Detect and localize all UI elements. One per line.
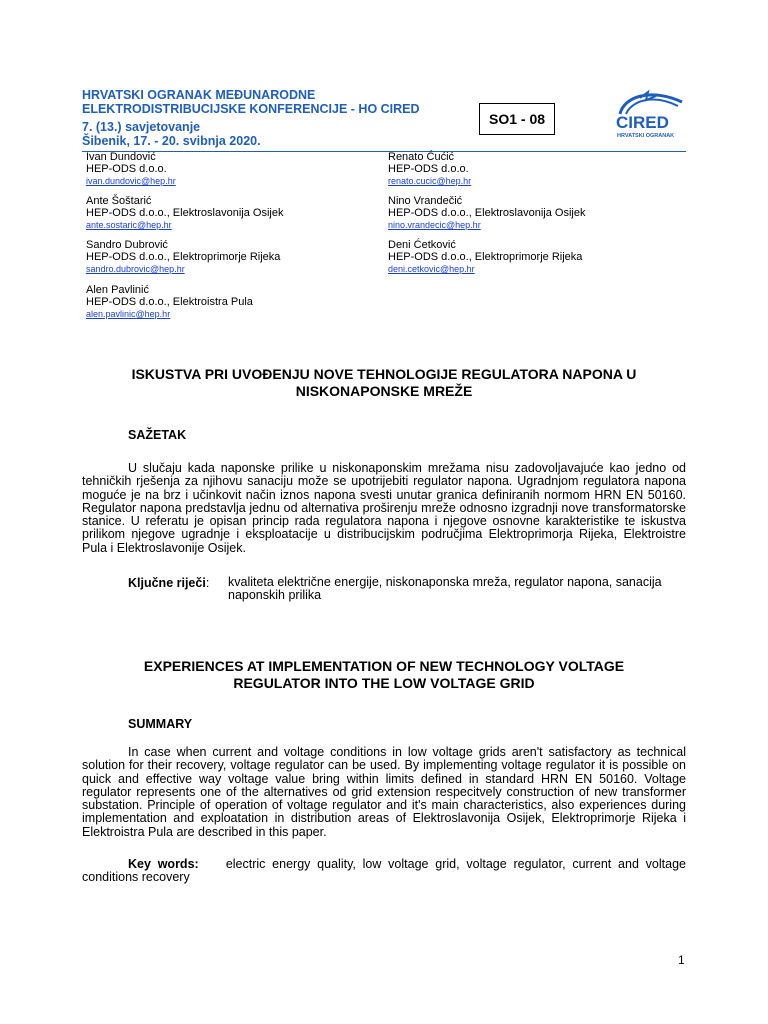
cired-logo-graphic: [612, 88, 690, 140]
author-block: [86, 151, 386, 187]
author-name: Nino Vrandečić: [388, 195, 463, 207]
title-en-line-1: EXPERIENCES AT IMPLEMENTATION OF NEW TECHNOLOGY VOLTAGE: [143, 658, 625, 674]
author-name: Deni Ćetković: [388, 239, 456, 251]
logo-subtext: HRVATSKI OGRANAK: [617, 133, 675, 139]
author-affiliation: HEP-ODS d.o.o., Elektroslavonija Osijek: [388, 207, 586, 219]
organization-line-1: HRVATSKI OGRANAK MEĐUNARODNE: [82, 88, 316, 102]
author-email-link[interactable]: renato.cucic@hep.hr: [388, 176, 472, 186]
organization-name: [82, 88, 482, 116]
author-block: [388, 195, 688, 231]
conference-edition: 7. (13.) savjetovanje: [82, 120, 201, 134]
author-name: Ivan Dundović: [86, 151, 156, 163]
cired-logo: [612, 88, 690, 140]
author-email-link[interactable]: sandro.dubrovic@hep.hr: [86, 264, 185, 274]
author-block: [86, 239, 386, 275]
author-affiliation: HEP-ODS d.o.o., Elektroprimorje Rijeka: [388, 251, 583, 263]
paper-code-box: SO1 - 08: [479, 103, 555, 135]
author-affiliation: HEP-ODS d.o.o., Elektroprimorje Rijeka: [86, 251, 281, 263]
title-hr-line-1: ISKUSTVA PRI UVOĐENJU NOVE TEHNOLOGIJE REGULATORA NAPONA U: [131, 366, 637, 382]
author-affiliation: HEP-ODS d.o.o.: [388, 163, 469, 175]
page-number: 1: [678, 953, 685, 967]
author-affiliation: HEP-ODS d.o.o., Elektroistra Pula: [86, 296, 253, 308]
paper-title-en: [84, 658, 684, 692]
keywords-en-text: electric energy quality, low voltage grid, voltage regulator, current and voltage conditions recovery: [82, 857, 686, 885]
title-en-line-2: REGULATOR INTO THE LOW VOLTAGE GRID: [233, 675, 535, 691]
keywords-hr: [228, 576, 688, 603]
author-block: [86, 195, 386, 231]
author-email-link[interactable]: deni.cetkovic@hep.hr: [388, 264, 475, 274]
keywords-label-hr-text: Ključne riječi: [128, 576, 206, 590]
abstract-heading-en: SUMMARY: [128, 717, 193, 731]
keywords-hr-line-2: naponskih prilika: [228, 588, 322, 603]
keywords-colon: :: [205, 576, 210, 590]
keywords-label-en: Key words:: [128, 857, 199, 871]
abstract-heading-hr: SAŽETAK: [128, 428, 187, 442]
author-name: Alen Pavlinić: [86, 284, 149, 296]
author-name: Ante Šoštarić: [86, 195, 152, 207]
keywords-hr-line-1: kvaliteta električne energije, niskonaponska mreža, regulator napona, sanacija: [228, 575, 662, 589]
author-block: [86, 284, 386, 320]
author-email-link[interactable]: ante.sostaric@hep.hr: [86, 220, 172, 230]
keywords-label-hr: [128, 576, 209, 590]
author-affiliation: HEP-ODS d.o.o.: [86, 163, 167, 175]
author-block: [388, 239, 688, 275]
author-affiliation: HEP-ODS d.o.o., Elektroslavonija Osijek: [86, 207, 284, 219]
conference-info: [82, 120, 442, 148]
author-block: [388, 151, 688, 187]
organization-line-2: ELEKTRODISTRIBUCIJSKE KONFERENCIJE - HO CIRED: [82, 102, 420, 116]
abstract-text-en: In case when current and voltage conditions in low voltage grids aren't satisfactory as technical solution for their recovery, voltage regulator can be used. By implementing voltage regulator it is possible on quick and effective way voltage value bring within limits defined in standard HRN EN 50160. Voltage regulator represents one of the alternatives od grid extension respecitvely construction of new transformer substation. Principle of operation of voltage regulator and it's main characteristics, also experiences during implementation and exploatation in distribution areas of Elektroslavonija Osijek, Elektroprimorje Rijeka i Elektroistra Pula are described in this paper.: [82, 745, 686, 839]
author-email-link[interactable]: alen.pavlinic@hep.hr: [86, 309, 171, 319]
author-email-link[interactable]: ivan.dundovic@hep.hr: [86, 176, 176, 186]
title-hr-line-2: NISKONAPONSKE MREŽE: [295, 383, 473, 399]
author-name: Renato Ćućić: [388, 151, 455, 163]
author-name: Sandro Dubrović: [86, 239, 168, 251]
conference-place-date: Šibenik, 17. - 20. svibnja 2020.: [82, 134, 261, 148]
paper-title-hr: [84, 366, 684, 400]
logo-wordmark: CIRED: [616, 113, 669, 132]
author-email-link[interactable]: nino.vrandecic@hep.hr: [388, 220, 481, 230]
keywords-en: [82, 858, 686, 885]
abstract-text-hr: U slučaju kada naponske prilike u niskonaponskim mrežama nisu zadovoljavajuće kao jedno od tehničkih rješenja za njihovu sanaciju može se upotrijebiti regulator napona. Ugradnjom regulatora napona moguće je na brz i učinkovit način iznos napona svesti unutar granica definiranih normom HRN EN 50160. Regulator napona predstavlja jednu od alternativa proširenju mreže odnosno izgradnji nove transformatorske stanice. U referatu je opisan princip rada regulatora napona i njegove osnovne karakteristike te iskustva prilikom njegove ugradnje i eksploatacije u distribucijskim područjima Elektroprimorja Rijeka, Elektroistre Pula i Elektroslavonije Osijek.: [82, 461, 686, 555]
